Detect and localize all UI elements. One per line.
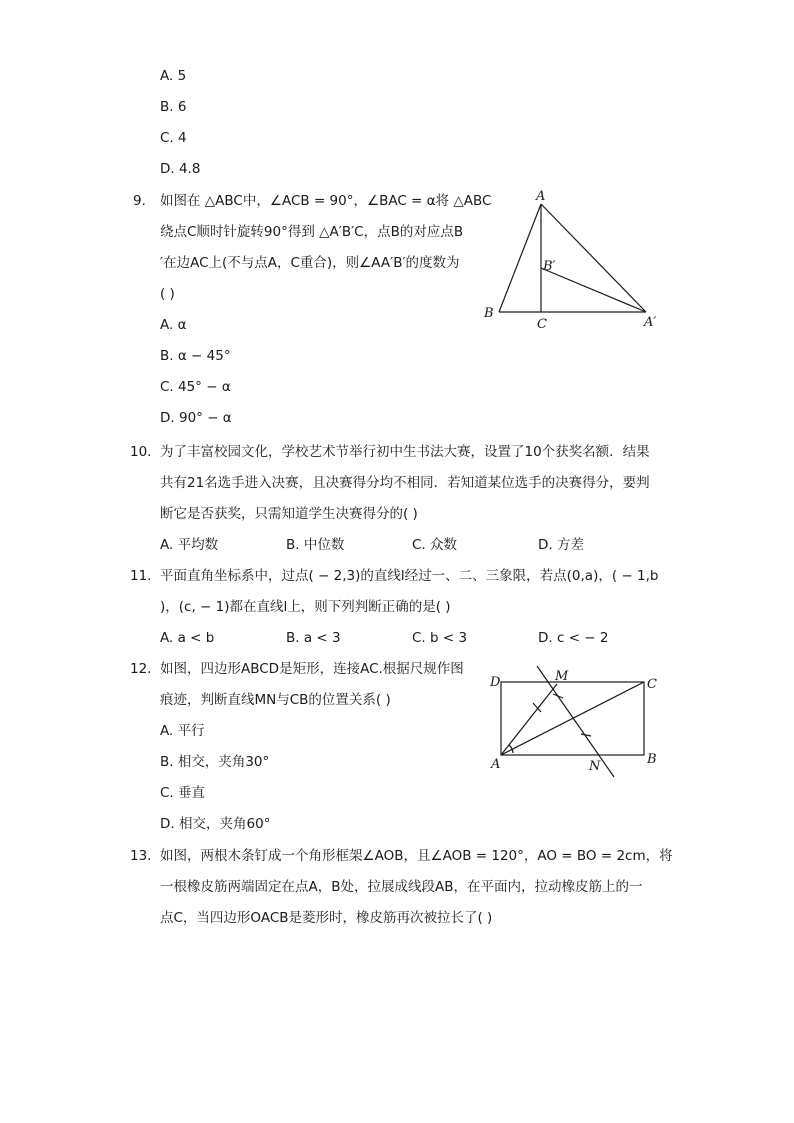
q12-arc-mark-2: [553, 694, 563, 698]
q9-text-line-2: 绕点C顺时针旋转90°得到 △A′B′C，点B的对应点B: [160, 224, 464, 240]
q8-option-d: D. 4.8: [160, 161, 201, 177]
q9-text-line-1: 如图在 △ABC中，∠ACB = 90°，∠BAC = α将 △ABC: [160, 193, 492, 209]
q10-option-a: A. 平均数: [160, 537, 219, 553]
q10-number: 10.: [130, 444, 152, 460]
q9-label-bprime: B′: [543, 259, 556, 274]
q12-number: 12.: [130, 661, 152, 677]
q9-option-b: B. α − 45°: [160, 348, 231, 364]
q9-number: 9.: [133, 193, 146, 209]
q11-option-b: B. a < 3: [286, 630, 341, 646]
q9-text-line-3: ′在边AC上(不与点A，C重合)，则∠AA′B′的度数为: [160, 255, 460, 271]
q8-option-c: C. 4: [160, 130, 187, 146]
q9-option-a: A. α: [160, 317, 187, 333]
q8-option-a: A. 5: [160, 68, 187, 84]
q12-option-b: B. 相交，夹角30°: [160, 754, 270, 770]
q13-number: 13.: [130, 848, 152, 864]
q12-line-mn: [537, 666, 614, 777]
q12-label-n: N: [589, 759, 601, 774]
q12-label-m: M: [555, 669, 569, 684]
q9-text-line-4: ( ): [160, 286, 175, 302]
q9-option-d: D. 90° − α: [160, 410, 232, 426]
q11-text-line-1: 平面直角坐标系中，过点( − 2,3)的直线l经过一、二、三象限，若点(0,a)，( − 1,b: [160, 568, 659, 584]
q12-arc-mark-1: [533, 703, 541, 712]
q12-bisector-trace: [501, 684, 557, 755]
q12-label-b: B: [647, 752, 657, 767]
q10-text-line-3: 断它是否获奖，只需知道学生决赛得分的( ): [160, 506, 418, 522]
q11-number: 11.: [130, 568, 152, 584]
q8-option-b: B. 6: [160, 99, 187, 115]
q12-label-a: A: [491, 757, 501, 772]
q10-option-d: D. 方差: [538, 537, 584, 553]
q12-diagonal-ac: [501, 682, 644, 755]
q12-angle-arc: [509, 745, 513, 753]
q12-option-d: D. 相交，夹角60°: [160, 816, 271, 832]
q9-label-b: B: [484, 306, 494, 321]
q9-segment-bprime-aprime: [541, 268, 646, 312]
q13-text-line-2: 一根橡皮筋两端固定在点A，B处，拉展成线段AB，在平面内，拉动橡皮筋上的一: [160, 879, 643, 895]
q10-option-b: B. 中位数: [286, 537, 345, 553]
q11-text-line-2: )，(c, − 1)都在直线l上，则下列判断正确的是( ): [160, 599, 451, 615]
q9-label-a: A: [536, 190, 546, 204]
q9-label-c: C: [537, 317, 547, 332]
q9-option-c: C. 45° − α: [160, 379, 231, 395]
q12-text-line-1: 如图，四边形ABCD是矩形，连接AC.根据尺规作图: [160, 661, 464, 677]
q12-option-a: A. 平行: [160, 723, 205, 739]
q12-label-d: D: [490, 675, 501, 690]
q10-text-line-2: 共有21名选手进入决赛，且决赛得分均不相同．若知道某位选手的决赛得分，要判: [160, 475, 650, 491]
q9-triangle-figure: [470, 190, 670, 340]
q13-text-line-3: 点C，当四边形OACB是菱形时，橡皮筋再次被拉长了( ): [160, 910, 493, 926]
q12-label-c: C: [647, 677, 657, 692]
q10-option-c: C. 众数: [412, 537, 458, 553]
q9-label-aprime: A′: [644, 315, 657, 330]
q12-text-line-2: 痕迹，判断直线MN与CB的位置关系( ): [160, 692, 391, 708]
q11-option-a: A. a < b: [160, 630, 215, 646]
q11-option-d: D. c < − 2: [538, 630, 609, 646]
q13-text-line-1: 如图，两根木条钉成一个角形框架∠AOB，且∠AOB = 120°，AO = BO = 2cm，将: [160, 848, 673, 864]
q10-text-line-1: 为了丰富校园文化，学校艺术节举行初中生书法大赛，设置了10个获奖名额．结果: [160, 444, 650, 460]
q12-rectangle-figure: [485, 660, 675, 785]
q11-option-c: C. b < 3: [412, 630, 468, 646]
q9-segment-ab: [499, 204, 541, 312]
q9-segment-a-aprime: [541, 204, 646, 312]
q12-option-c: C. 垂直: [160, 785, 206, 801]
